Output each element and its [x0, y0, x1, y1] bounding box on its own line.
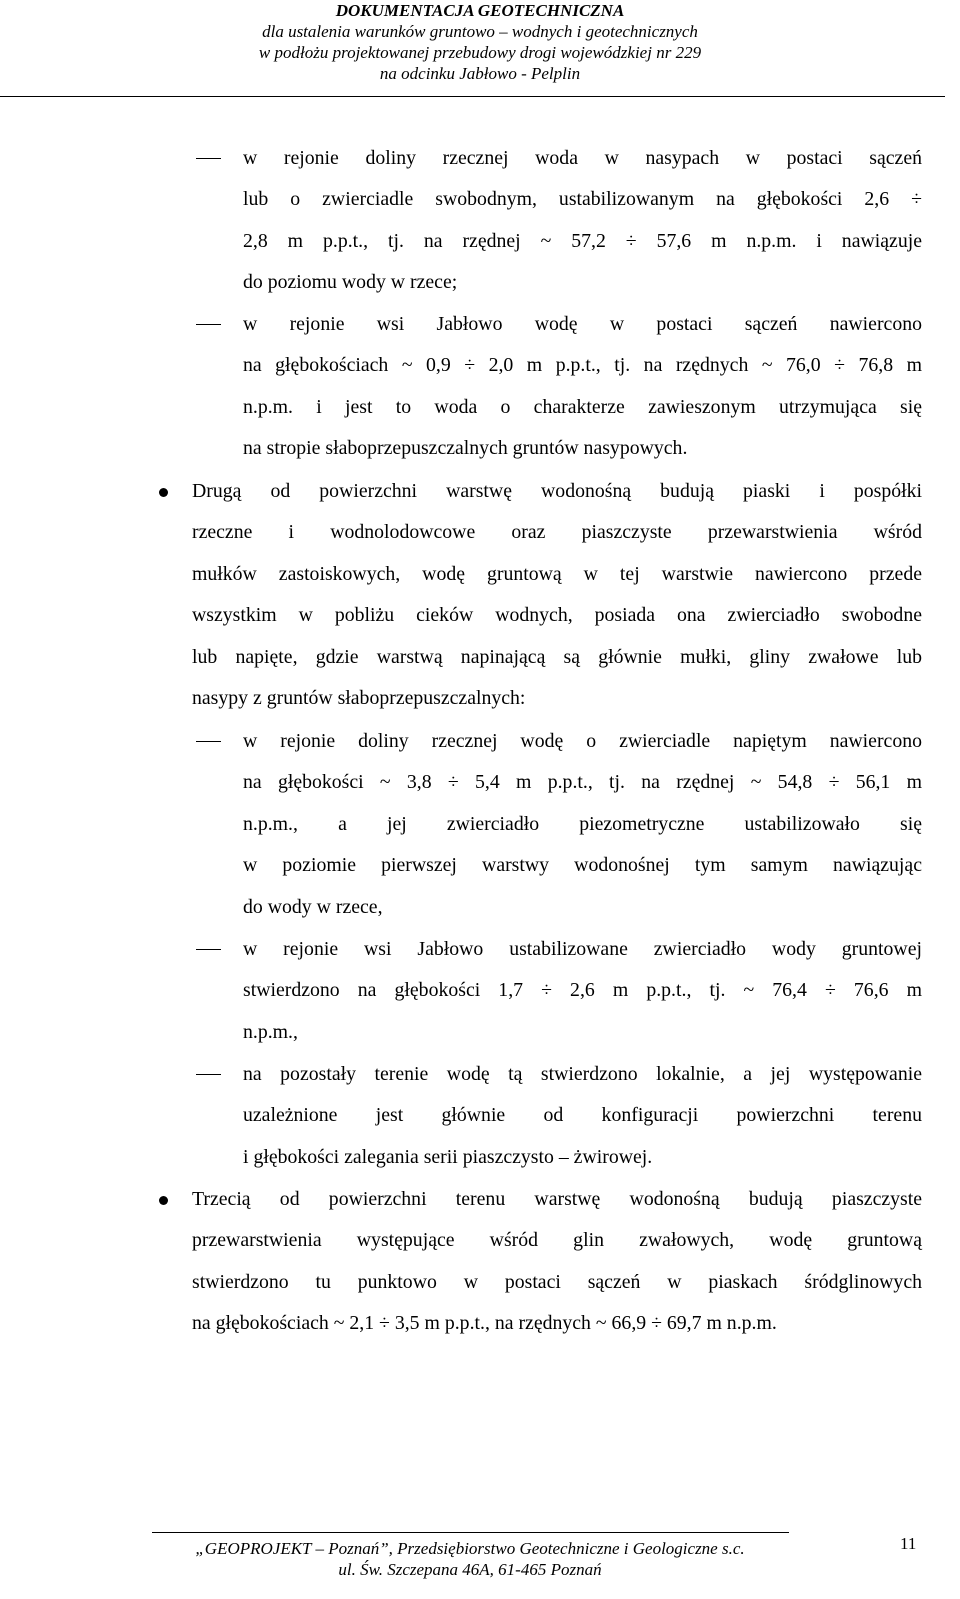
- header-title: DOKUMENTACJA GEOTECHNICZNA: [335, 1, 625, 20]
- text-line: wszystkim w pobliżu cieków wodnych, posiada ona zwierciadło swobodne: [192, 604, 922, 626]
- text-line: na głębokości ~ 3,8 ÷ 5,4 m p.p.t., tj. na rzędnej ~ 54,8 ÷ 56,1 m: [243, 771, 922, 793]
- header-rule: [0, 96, 945, 97]
- text-line: na pozostały terenie wodę tą stwierdzono lokalnie, a jej występowanie: [243, 1063, 922, 1085]
- text-line: Drugą od powierzchni warstwę wodonośną budują piaski i pospółki: [192, 480, 922, 502]
- text-line: w rejonie wsi Jabłowo wodę w postaci sączeń nawiercono: [243, 313, 922, 335]
- header-line-3: na odcinku Jabłowo - Pelplin: [379, 64, 581, 83]
- text-line: rzeczne i wodnolodowcowe oraz piaszczyste przewarstwienia wśród: [192, 521, 922, 543]
- text-line: w rejonie wsi Jabłowo ustabilizowane zwierciadło wody gruntowej: [243, 938, 922, 960]
- dash-marker: [196, 324, 221, 325]
- dash-marker: [196, 1074, 221, 1075]
- footer-line-1: „GEOPROJEKT – Poznań”, Przedsiębiorstwo Geotechniczne i Geologiczne s.c.: [195, 1539, 745, 1558]
- text-line: n.p.m., a jej zwierciadło piezometryczne ustabilizowało się: [243, 813, 922, 835]
- text-line: na głębokościach ~ 0,9 ÷ 2,0 m p.p.t., tj. na rzędnych ~ 76,0 ÷ 76,8 m: [243, 354, 922, 376]
- text-line: uzależnione jest głównie od konfiguracji powierzchni terenu: [243, 1104, 922, 1126]
- text-line: mułków zastoiskowych, wodę gruntową w tej warstwie nawiercono przede: [192, 563, 922, 585]
- text-line: Trzecią od powierzchni terenu warstwę wodonośną budują piaszczyste: [192, 1188, 922, 1210]
- header-line-2: w podłożu projektowanej przebudowy drogi wojewódzkiej nr 229: [258, 43, 702, 62]
- document-header: [0, 0, 960, 84]
- dash-marker: [196, 741, 221, 742]
- text-line: w rejonie doliny rzecznej wodę o zwierciadle napiętym nawiercono: [243, 730, 922, 752]
- text-line: nasypy z gruntów słaboprzepuszczalnych:: [192, 687, 526, 709]
- text-line: lub napięte, gdzie warstwą napinającą są głównie mułki, gliny zwałowe lub: [192, 646, 922, 668]
- bullet-marker: [159, 488, 168, 497]
- text-line: 2,8 m p.p.t., tj. na rzędnej ~ 57,2 ÷ 57,6 m n.p.m. i nawiązuje: [243, 230, 922, 252]
- text-line: w rejonie doliny rzecznej woda w nasypach w postaci sączeń: [243, 147, 922, 169]
- page-number: 11: [900, 1534, 917, 1553]
- text-line: przewarstwienia występujące wśród glin zwałowych, wodę gruntową: [192, 1229, 922, 1251]
- footer-rule: [152, 1532, 789, 1533]
- text-line: i głębokości zalegania serii piaszczysto – żwirowej.: [243, 1146, 653, 1168]
- footer-line-2: ul. Św. Szczepana 46A, 61-465 Poznań: [338, 1560, 602, 1579]
- text-line: n.p.m.,: [243, 1021, 298, 1043]
- dash-marker: [196, 158, 221, 159]
- text-line: stwierdzono na głębokości 1,7 ÷ 2,6 m p.p.t., tj. ~ 76,4 ÷ 76,6 m: [243, 979, 922, 1001]
- text-line: do poziomu wody w rzece;: [243, 271, 458, 293]
- text-line: na stropie słaboprzepuszczalnych gruntów nasypowych.: [243, 437, 688, 459]
- header-line-1: dla ustalenia warunków gruntowo – wodnych i geotechnicznych: [262, 22, 698, 41]
- text-line: stwierdzono tu punktowo w postaci sączeń w piaskach śródglinowych: [192, 1271, 922, 1293]
- document-footer: [140, 1538, 800, 1580]
- text-line: n.p.m. i jest to woda o charakterze zawieszonym utrzymująca się: [243, 396, 922, 418]
- bullet-marker: [159, 1196, 168, 1205]
- text-line: lub o zwierciadle swobodnym, ustabilizowanym na głębokości 2,6 ÷: [243, 188, 922, 210]
- text-line: na głębokościach ~ 2,1 ÷ 3,5 m p.p.t., na rzędnych ~ 66,9 ÷ 69,7 m n.p.m.: [192, 1312, 777, 1334]
- text-line: w poziomie pierwszej warstwy wodonośnej tym samym nawiązując: [243, 854, 922, 876]
- text-line: do wody w rzece,: [243, 896, 383, 918]
- dash-marker: [196, 949, 221, 950]
